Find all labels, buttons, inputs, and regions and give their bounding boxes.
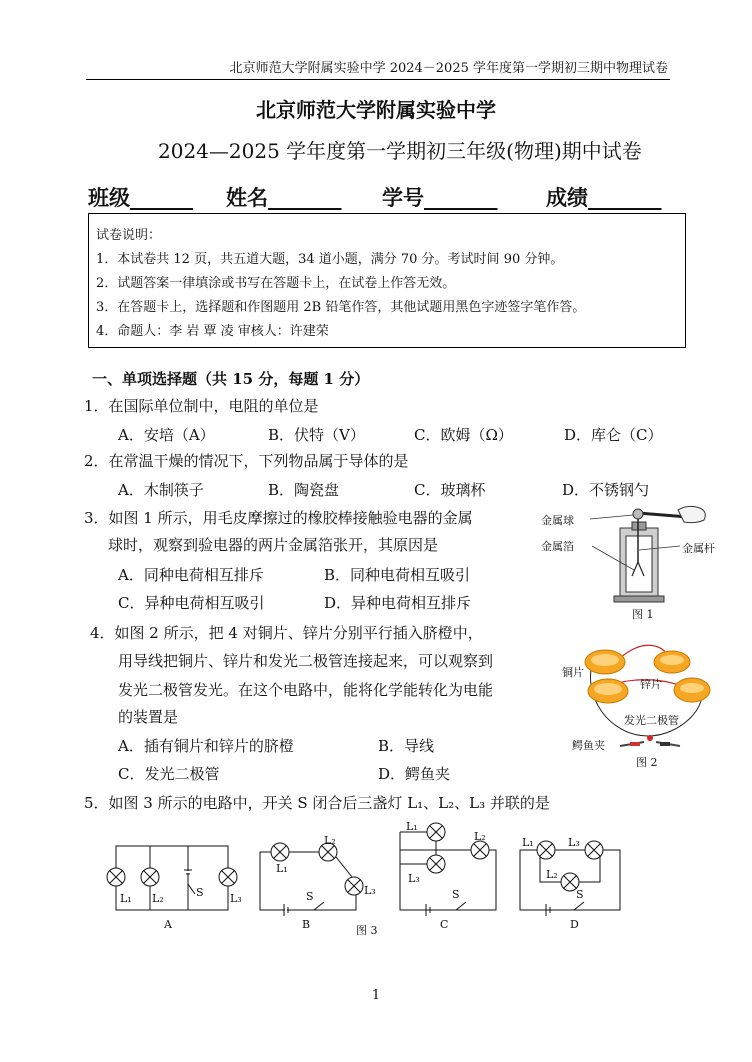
school-name: 北京师范大学附属实验中学 — [256, 98, 496, 122]
lamp-label-l2: L₂ — [474, 830, 486, 843]
label-metal-rod: 金属杆 — [682, 542, 715, 555]
figure-circuits — [100, 820, 640, 940]
switch-label: S — [576, 888, 584, 901]
option-a: A．安培（A） — [118, 426, 215, 444]
running-header: 北京师范大学附属实验中学 2024－2025 学年度第一学期初三期中物理试卷 — [229, 61, 668, 76]
section-heading: 一、单项选择题（共 15 分，每题 1 分） — [92, 370, 370, 388]
option-b: B．陶瓷盘 — [268, 481, 340, 499]
lamp-label-l1: L₁ — [522, 836, 534, 849]
option-a: A．同种电荷相互排斥 — [118, 566, 264, 584]
class-field: 班级______ — [88, 185, 193, 210]
lamp-label-l1: L₁ — [120, 892, 132, 905]
question-stem: 3．如图 1 所示，用毛皮摩擦过的橡胶棒接触验电器的金属 — [84, 509, 473, 527]
option-d: D．鳄鱼夹 — [378, 765, 451, 783]
figure-electroscope — [538, 500, 718, 625]
lamp-label-l3: L₃ — [568, 836, 580, 849]
student-id-field: 学号_______ — [382, 185, 498, 210]
switch-label: S — [306, 890, 314, 903]
option-d: D．不锈钢勺 — [562, 481, 650, 499]
circuit-label-c: C — [440, 918, 449, 931]
switch-label: S — [452, 888, 460, 901]
instruction-item: 4．命题人：李 岩 覃 凌 审核人：许建荣 — [96, 324, 329, 339]
figure-caption: 图 3 — [356, 924, 378, 937]
circuit-label-a: A — [164, 918, 172, 931]
question-stem: 2．在常温干燥的情况下，下列物品属于导体的是 — [84, 452, 409, 470]
question-stem: 1．在国际单位制中，电阻的单位是 — [84, 397, 319, 415]
question-stem: 5．如图 3 所示的电路中，开关 S 闭合后三盏灯 L₁、L₂、L₃ 并联的是 — [84, 794, 550, 812]
lamp-label-l3: L₃ — [364, 884, 376, 897]
header-divider — [86, 79, 670, 80]
option-c: C．欧姆（Ω） — [414, 426, 513, 444]
score-field: 成绩_______ — [546, 185, 662, 210]
option-d: D．异种电荷相互排斥 — [324, 594, 472, 612]
question-stem-cont: 用导线把铜片、锌片和发光二极管连接起来，可以观察到 — [118, 652, 494, 670]
lamp-label-l3: L₃ — [408, 872, 420, 885]
option-c: C．玻璃杯 — [414, 481, 486, 499]
label-zinc: 锌片 — [640, 678, 662, 691]
lamp-label-l2: L₂ — [324, 834, 336, 847]
instruction-item: 2．试题答案一律填涂或书写在答题卡上，在试卷上作答无效。 — [96, 276, 456, 291]
lamp-label-l2: L₂ — [152, 892, 164, 905]
instruction-item: 3．在答题卡上，选择题和作图题用 2B 铅笔作答，其他试题用黑色字迹签字笔作答。 — [96, 300, 586, 315]
instructions-heading: 试卷说明： — [96, 228, 162, 243]
page-number: 1 — [371, 988, 381, 1003]
option-b: B．导线 — [378, 737, 435, 755]
question-stem-cont: 发光二极管发光。在这个电路中，能将化学能转化为电能 — [118, 681, 494, 699]
label-clip: 鳄鱼夹 — [572, 739, 605, 752]
lamp-label-l1: L₁ — [406, 820, 418, 833]
circuit-label-b: B — [302, 918, 311, 931]
circuit-label-d: D — [570, 918, 579, 931]
lamp-label-l1: L₁ — [276, 862, 288, 875]
option-c: C．异种电荷相互吸引 — [118, 594, 265, 612]
lamp-label-l3: L₃ — [230, 892, 242, 905]
exam-title: 2024—2025 学年度第一学期初三年级(物理)期中试卷 — [158, 139, 642, 163]
label-led: 发光二极管 — [624, 714, 679, 727]
question-stem-cont: 球时，观察到验电器的两片金属箔张开，其原因是 — [108, 536, 439, 554]
option-d: D．库仑（C） — [564, 426, 663, 444]
name-field: 姓名_______ — [226, 185, 342, 210]
question-stem: 4．如图 2 所示，把 4 对铜片、锌片分别平行插入脐橙中， — [90, 624, 483, 642]
instruction-item: 1．本试卷共 12 页，共五道大题，34 道小题，满分 70 分。考试时间 90 分钟。 — [96, 252, 564, 267]
option-c: C．发光二极管 — [118, 765, 220, 783]
figure-caption: 图 1 — [632, 608, 654, 621]
figure-orange-battery — [560, 636, 735, 770]
label-metal-ball: 金属球 — [541, 514, 574, 527]
option-b: B．伏特（V） — [268, 426, 365, 444]
option-a: A．木制筷子 — [118, 481, 204, 499]
figure-caption: 图 2 — [636, 756, 658, 769]
switch-label: S — [196, 886, 204, 899]
option-b: B．同种电荷相互吸引 — [324, 566, 471, 584]
lamp-label-l2: L₂ — [546, 868, 558, 881]
label-copper: 铜片 — [562, 666, 584, 679]
option-a: A．插有铜片和锌片的脐橙 — [118, 737, 294, 755]
label-metal-foil: 金属箔 — [541, 540, 574, 553]
question-stem-cont: 的装置是 — [118, 708, 179, 726]
